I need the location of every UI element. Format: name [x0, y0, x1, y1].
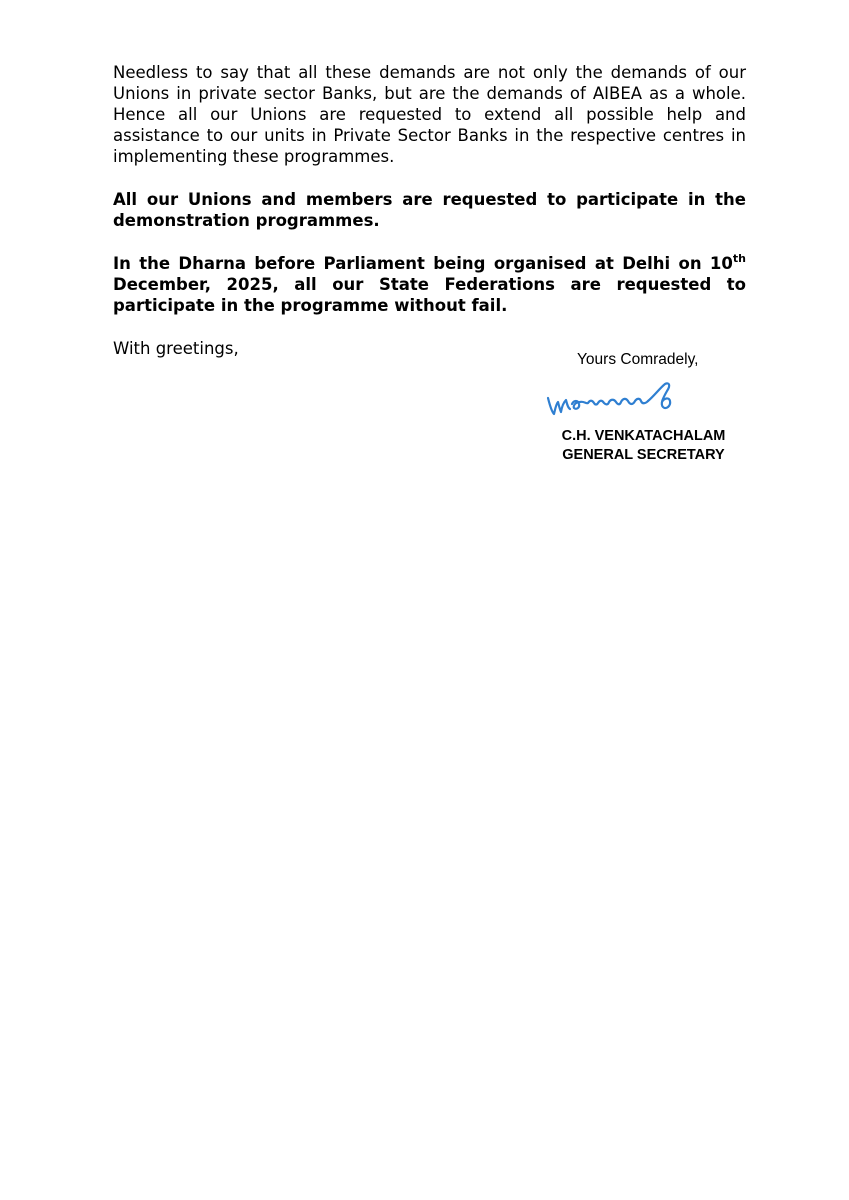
- signatory-title: GENERAL SECRETARY: [562, 447, 725, 463]
- paragraph-dharna: [113, 253, 746, 316]
- dharna-text-end: December, 2025, all our State Federations are requested to participate in the programme without fail.: [113, 275, 746, 315]
- ordinal-suffix: th: [732, 251, 746, 265]
- closing-salutation: Yours Comradely,: [577, 351, 699, 368]
- dharna-text-start: In the Dharna before Parliament being organised at Delhi on 10: [113, 254, 733, 273]
- paragraph-participation-request: All our Unions and members are requested to participate in the demonstration programmes.: [113, 190, 746, 230]
- greeting: With greetings,: [113, 339, 239, 358]
- letter-body: [113, 62, 746, 359]
- signatory-name: C.H. VENKATACHALAM: [561, 428, 726, 444]
- signature-image: [544, 376, 704, 422]
- signature-stroke: [548, 383, 670, 414]
- paragraph-demands: Needless to say that all these demands are not only the demands of our Unions in private sector Banks, but are the demands of AIBEA as a whole. Hence all our Unions are requested to extend all possible help and assistance to our units in Private Sector Banks in the respective centres in implementing these programmes.: [113, 63, 746, 166]
- signatory-block: [556, 427, 731, 465]
